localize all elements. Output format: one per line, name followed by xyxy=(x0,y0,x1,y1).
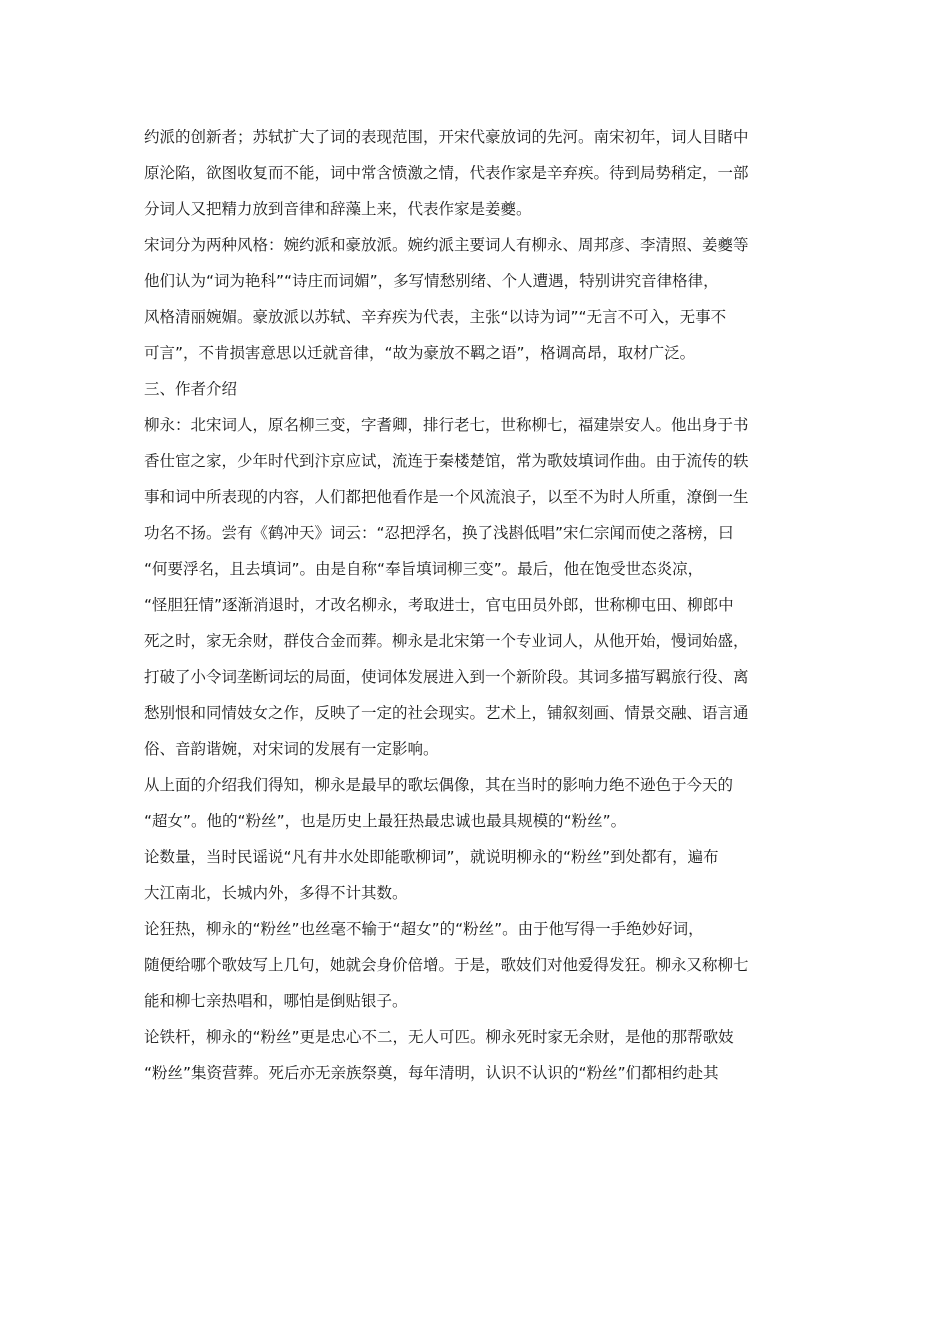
text-line: 宋词分为两种风格：婉约派和豪放派。婉约派主要词人有柳永、周邦彦、李清照、姜夔等 xyxy=(144,236,749,254)
text-line: 香仕宦之家，少年时代到汴京应试，流连于秦楼楚馆，常为歌妓填词作曲。由于流传的轶 xyxy=(144,452,749,470)
text-line: “何要浮名，且去填词”。由是自称“奉旨填词柳三变”。最后，他在饱受世态炎凉， xyxy=(144,560,704,578)
text-line: 随便给哪个歌妓写上几句，她就会身价倍增。于是，歌妓们对他爱得发狂。柳永又称柳七 xyxy=(144,956,749,974)
text-line: 柳永：北宋词人，原名柳三变，字耆卿，排行老七，世称柳七，福建崇安人。他出身于书 xyxy=(144,416,749,434)
body-text xyxy=(144,119,808,1091)
text-line: 论狂热，柳永的“粉丝”也丝毫不输于“超女”的“粉丝”。由于他写得一手绝妙好词， xyxy=(144,920,704,938)
text-line: 风格清丽婉媚。豪放派以苏轼、辛弃疾为代表，主张“以诗为词”“无言不可入，无事不 xyxy=(144,308,727,326)
text-line: “粉丝”集资营葬。死后亦无亲族祭奠，每年清明，认识不认识的“粉丝”们都相约赴其 xyxy=(144,1064,719,1082)
text-line: 他们认为“词为艳科”“诗庄而词媚”，多写情愁别绪、个人遭遇，特别讲究音律格律， xyxy=(144,272,719,290)
text-line: 俗、音韵谐婉，对宋词的发展有一定影响。 xyxy=(144,740,439,758)
text-line: 事和词中所表现的内容，人们都把他看作是一个风流浪子，以至不为时人所重，潦倒一生 xyxy=(144,488,749,506)
text-line: 功名不扬。尝有《鹤冲天》词云：“忍把浮名，换了浅斟低唱”宋仁宗闻而使之落榜，曰 xyxy=(144,524,734,542)
text-line: 愁别恨和同情妓女之作，反映了一定的社会现实。艺术上，铺叙刻画、情景交融、语言通 xyxy=(144,704,749,722)
text-line: 论铁杆，柳永的“粉丝”更是忠心不二，无人可匹。柳永死时家无余财，是他的那帮歌妓 xyxy=(144,1028,734,1046)
section-heading: 三、作者介绍 xyxy=(144,380,238,398)
text-line: 从上面的介绍我们得知，柳永是最早的歌坛偶像，其在当时的影响力绝不逊色于今天的 xyxy=(144,776,734,794)
text-line: 能和柳七亲热唱和，哪怕是倒贴银子。 xyxy=(144,992,408,1010)
text-line: 约派的创新者；苏轼扩大了词的表现范围，开宋代豪放词的先河。南宋初年，词人目睹中 xyxy=(144,128,749,146)
text-line: 论数量，当时民谣说“凡有井水处即能歌柳词”，就说明柳永的“粉丝”到处都有，遍布 xyxy=(144,848,719,866)
text-line: 大江南北，长城内外，多得不计其数。 xyxy=(144,884,408,902)
text-line: 死之时，家无余财，群伎合金而葬。柳永是北宋第一个专业词人，从他开始，慢词始盛， xyxy=(144,632,749,650)
text-line: “怪胆狂情”逐渐消退时，才改名柳永，考取进士，官屯田员外郎，世称柳屯田、柳郎中 xyxy=(144,596,734,614)
text-line: 原沦陷，欲图收复而不能，词中常含愤激之情，代表作家是辛弃疾。待到局势稍定，一部 xyxy=(144,164,749,182)
text-line: 打破了小令词垄断词坛的局面，使词体发展进入到一个新阶段。其词多描写羁旅行役、离 xyxy=(144,668,749,686)
text-line: 可言”，不肯损害意思以迁就音律，“故为豪放不羁之语”，格调高昂，取材广泛。 xyxy=(144,344,696,362)
text-line: “超女”。他的“粉丝”，也是历史上最狂热最忠诚也最具规模的“粉丝”。 xyxy=(144,812,627,830)
text-line: 分词人又把精力放到音律和辞藻上来，代表作家是姜夔。 xyxy=(144,200,532,218)
